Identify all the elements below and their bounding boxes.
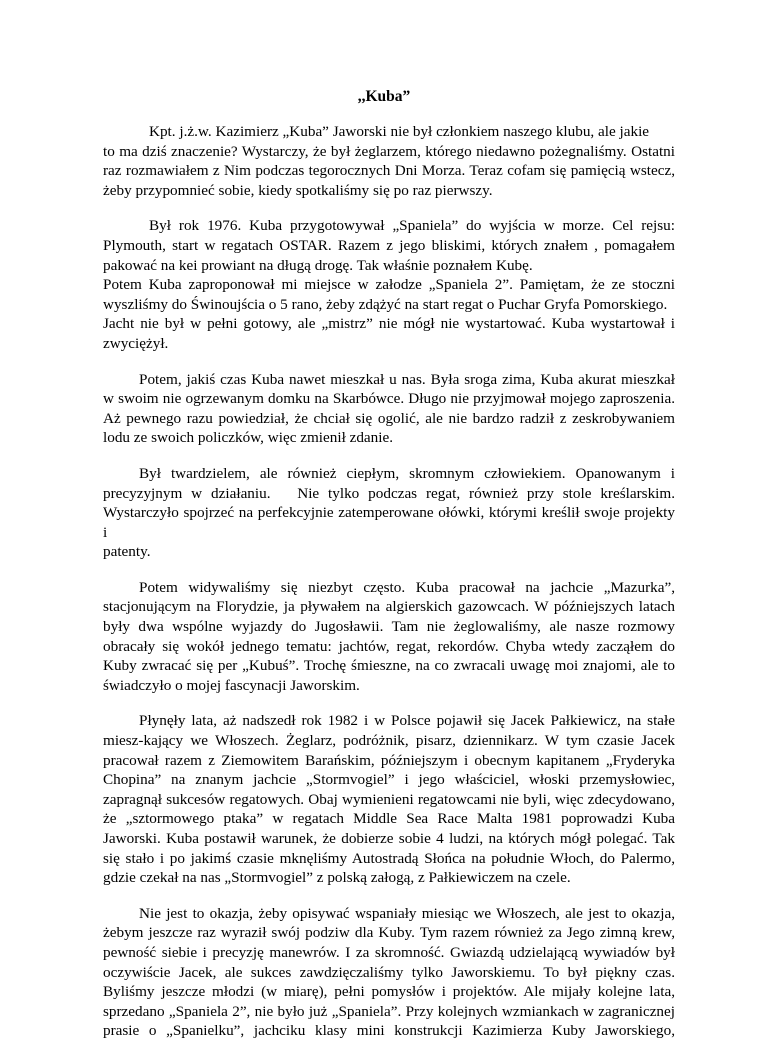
text-line: się stało i po jakimś czasie mknęliśmy Autostradą Słońca na południe Włoch, do Palermo, [103, 849, 675, 867]
text-line: wyszliśmy do Świnoujścia o 5 rano, żeby zdążyć na start regat o Puchar Gryfa Pomorskiego. [103, 295, 668, 313]
text-line: Wystarczyło spojrzeć na perfekcyjnie zatemperowane ołówki, którymi kreślił swoje projekty i [103, 504, 675, 541]
text-line: lodu ze swoich policzków, więc zmienił zdanie. [103, 429, 394, 447]
text-line: Kuby zwracać się per „Kubuś”. Trochę śmieszne, na co zwracali uwagę moi znajomi, ale to [103, 657, 675, 675]
text-line: zapragnął sukcesów regatowych. Obaj wymienieni regatowcami nie byli, więc zdecydowano, [103, 790, 675, 808]
paragraph-1 [103, 122, 675, 200]
document-body [103, 122, 675, 1057]
text-line: raz rozmawiałem z Nim podczas tegorocznych Dni Morza. Teraz cofam się pamięcią wstecz, [103, 162, 675, 180]
text-line: że „sztormowego ptaka” w regatach Middle Sea Race Malta 1981 poprowadzi Kuba [103, 810, 675, 828]
text-line: Potem, jakiś czas Kuba nawet mieszkał u nas. Była sroga zima, Kuba akurat mieszkał [139, 370, 675, 388]
text-line: Byliśmy jeszcze młodzi (w miarę), pełni pomysłów i projektów. Ale mijały kolejne lata, [103, 983, 675, 1001]
document-title: ,,Kuba” [357, 88, 411, 105]
text-line: obracały się wokół jednego tematu: jachtów, regat, rekordów. Chyba wtedy zacząłem do [103, 637, 675, 655]
text-line: Był rok 1976. Kuba przygotowywał „Spaniela” do wyjścia w morze. Cel rejsu: [149, 217, 675, 235]
text-line: Kpt. j.ż.w. Kazimierz „Kuba” Jaworski nie był członkiem naszego klubu, ale jakie [149, 123, 650, 140]
paragraph-7 [103, 904, 675, 1041]
text-line: prasie o „Spanielku”, jachciku klasy mini konstrukcji Kazimierza Kuby Jaworskiego, [103, 1022, 675, 1040]
text-line: to ma dziś znaczenie? Wystarczy, że był żeglarzem, którego niedawno pożegnaliśmy. Ostatni [103, 142, 675, 160]
text-line: żebym jeszcze raz wyraził swój podziw dla Kuby. Tym razem również za Jego zimną krew, [103, 924, 675, 942]
text-line: były dwa wspólne wyjazdy do Jugosławii. Tam nie żeglowaliśmy, ale nasze rozmowy [103, 618, 675, 636]
text-line: żeby przypomnieć sobie, kiedy spotkaliśmy się po raz pierwszy. [103, 181, 493, 199]
text-line: stacjonującym na Florydzie, ja pływałem na algierskich gazowcach. W późniejszych latach [103, 598, 675, 616]
text-line: Plymouth, start w regatach OSTAR. Razem z jego bliskimi, których znałem , pomagałem [103, 236, 675, 254]
text-line: Chopina” na znanym jachcie „Stormvogiel” i jego właściciel, włoski przemysłowiec, [103, 771, 675, 789]
paragraph-4 [103, 464, 675, 562]
text-line: w swoim nie ogrzewanym domku na Skarbówce. Długo nie przyjmował mojego zaproszenia. [103, 390, 675, 408]
paragraph-6 [103, 711, 675, 887]
text-line: miesz-kający we Włoszech. Żeglarz, podróżnik, pisarz, dziennikarz. W tym czasie Jacek [103, 732, 675, 750]
text-line: oczywiście Jacek, ale sukces zawdzięczaliśmy tylko Jaworskiemu. To był piękny czas. [103, 963, 675, 981]
text-line: pewność siebie i precyzję manewrów. I za skromność. Gwiazdą udzielającą wywiadów był [103, 943, 675, 961]
text-line: sprzedano „Spaniela 2”, nie było już „Spaniela”. Przy kolejnych wzmiankach w zagranicznej [103, 1002, 675, 1020]
text-line: Potem widywaliśmy się niezbyt często. Kuba pracował na jachcie „Mazurka”, [139, 578, 675, 596]
text-line: Aż pewnego razu powiedział, że chciał się ogolić, ale nie bardzo radził z zeskrobywaniem [103, 409, 675, 427]
text-line: gdzie czekał na nas „Stormvogiel” z polską załogą, z Pałkiewiczem na czele. [103, 869, 571, 887]
paragraph-5 [103, 578, 675, 696]
paragraph-3 [103, 370, 675, 448]
text-line: Płynęły lata, aż nadszedł rok 1982 i w Polsce pojawił się Jacek Pałkiewicz, na stałe [139, 712, 675, 730]
text-line: precyzyjnym w działaniu. Nie tylko podczas regat, również przy stole kreślarskim. [103, 484, 675, 502]
paragraph-2 [103, 216, 675, 353]
text-line: zwyciężył. [103, 334, 169, 352]
text-line: Był twardzielem, ale również ciepłym, skromnym człowiekiem. Opanowanym i [139, 464, 675, 482]
text-line: Jaworski. Kuba postawił warunek, że dobierze sobie 4 ludzi, na których mógł polegać. Tak [103, 830, 675, 847]
text-line: pakować na kei prowiant na długą drogę. Tak właśnie poznałem Kubę. [103, 256, 533, 274]
text-line: Jacht nie był w pełni gotowy, ale „mistrz” nie mógł nie wystartować. Kuba wystartował i [103, 315, 675, 333]
text-line: świadczyło o mojej fascynacji Jaworskim. [103, 676, 360, 694]
text-line: Potem Kuba zaproponował mi miejsce w załodze „Spaniela 2”. Pamiętam, że ze stoczni [103, 276, 675, 294]
text-line: pracował razem z Ziemowitem Barańskim, późniejszym i obecnym kapitanem „Fryderyka [103, 751, 675, 769]
text-line: patenty. [103, 543, 151, 561]
text-line: Nie jest to okazja, żeby opisywać wspaniały miesiąc we Włoszech, ale jest to okazja, [139, 904, 675, 922]
